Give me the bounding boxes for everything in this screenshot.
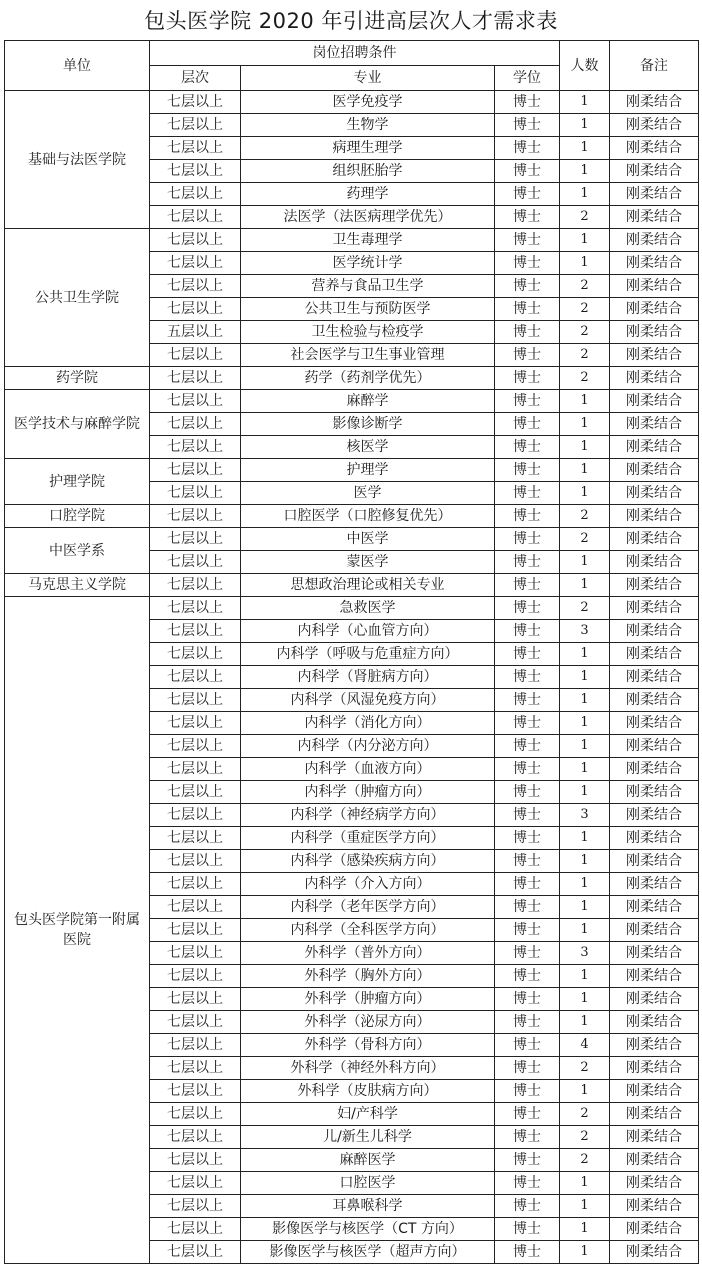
level-cell: 七层以上 [150,942,241,965]
major-cell: 内科学（肾脏病方向） [241,666,495,689]
degree-cell: 博士 [495,620,560,643]
level-cell: 七层以上 [150,137,241,160]
major-cell: 公共卫生与预防医学 [241,298,495,321]
level-cell: 七层以上 [150,160,241,183]
degree-cell: 博士 [495,206,560,229]
note-cell: 刚柔结合 [610,827,699,850]
major-cell: 卫生毒理学 [241,229,495,252]
degree-cell: 博士 [495,597,560,620]
count-cell: 1 [560,827,610,850]
major-cell: 口腔医学（口腔修复优先） [241,505,495,528]
degree-cell: 博士 [495,91,560,114]
count-cell: 2 [560,321,610,344]
level-cell: 七层以上 [150,689,241,712]
major-cell: 外科学（皮肤病方向） [241,1080,495,1103]
level-cell: 七层以上 [150,551,241,574]
major-cell: 卫生检验与检疫学 [241,321,495,344]
count-cell: 2 [560,1126,610,1149]
degree-cell: 博士 [495,942,560,965]
count-cell: 1 [560,965,610,988]
table-row [5,597,699,620]
degree-cell: 博士 [495,758,560,781]
degree-cell: 博士 [495,344,560,367]
degree-cell: 博士 [495,1195,560,1218]
note-cell: 刚柔结合 [610,643,699,666]
note-cell: 刚柔结合 [610,1057,699,1080]
degree-cell: 博士 [495,459,560,482]
level-cell: 五层以上 [150,321,241,344]
note-cell: 刚柔结合 [610,551,699,574]
note-cell: 刚柔结合 [610,344,699,367]
count-cell: 2 [560,206,610,229]
note-cell: 刚柔结合 [610,390,699,413]
note-cell: 刚柔结合 [610,873,699,896]
level-cell: 七层以上 [150,597,241,620]
table-row [5,574,699,597]
count-cell: 1 [560,183,610,206]
major-cell: 内科学（血液方向） [241,758,495,781]
count-cell: 1 [560,390,610,413]
note-cell: 刚柔结合 [610,1103,699,1126]
degree-cell: 博士 [495,643,560,666]
degree-cell: 博士 [495,574,560,597]
major-cell: 妇/产科学 [241,1103,495,1126]
note-cell: 刚柔结合 [610,781,699,804]
level-cell: 七层以上 [150,298,241,321]
count-cell: 2 [560,505,610,528]
major-cell: 组织胚胎学 [241,160,495,183]
count-cell: 1 [560,1011,610,1034]
count-cell: 1 [560,551,610,574]
count-cell: 1 [560,850,610,873]
note-cell: 刚柔结合 [610,620,699,643]
count-cell: 3 [560,942,610,965]
count-cell: 1 [560,160,610,183]
note-cell: 刚柔结合 [610,1195,699,1218]
talent-demand-table [4,40,699,1264]
header-major: 专业 [241,66,495,91]
count-cell: 3 [560,620,610,643]
major-cell: 思想政治理论或相关专业 [241,574,495,597]
note-cell: 刚柔结合 [610,988,699,1011]
level-cell: 七层以上 [150,275,241,298]
header-level: 层次 [150,66,241,91]
degree-cell: 博士 [495,160,560,183]
major-cell: 内科学（神经病学方向） [241,804,495,827]
degree-cell: 博士 [495,781,560,804]
degree-cell: 博士 [495,1011,560,1034]
header-conditions: 岗位招聘条件 [150,41,560,66]
unit-cell: 马克思主义学院 [5,574,150,597]
note-cell: 刚柔结合 [610,1241,699,1264]
level-cell: 七层以上 [150,252,241,275]
degree-cell: 博士 [495,1241,560,1264]
level-cell: 七层以上 [150,896,241,919]
major-cell: 药理学 [241,183,495,206]
count-cell: 1 [560,735,610,758]
table-row [5,229,699,252]
level-cell: 七层以上 [150,712,241,735]
count-cell: 1 [560,574,610,597]
note-cell: 刚柔结合 [610,804,699,827]
major-cell: 外科学（神经外科方向） [241,1057,495,1080]
count-cell: 3 [560,804,610,827]
level-cell: 七层以上 [150,413,241,436]
level-cell: 七层以上 [150,827,241,850]
count-cell: 1 [560,1241,610,1264]
level-cell: 七层以上 [150,459,241,482]
degree-cell: 博士 [495,298,560,321]
level-cell: 七层以上 [150,666,241,689]
count-cell: 2 [560,528,610,551]
degree-cell: 博士 [495,896,560,919]
degree-cell: 博士 [495,551,560,574]
degree-cell: 博士 [495,827,560,850]
table-row [5,505,699,528]
major-cell: 影像医学与核医学（CT 方向） [241,1218,495,1241]
note-cell: 刚柔结合 [610,183,699,206]
major-cell: 麻醉医学 [241,1149,495,1172]
count-cell: 1 [560,459,610,482]
level-cell: 七层以上 [150,1218,241,1241]
page-title: 包头医学院 2020 年引进高层次人才需求表 [144,9,558,33]
level-cell: 七层以上 [150,965,241,988]
major-cell: 内科学（内分泌方向） [241,735,495,758]
degree-cell: 博士 [495,137,560,160]
level-cell: 七层以上 [150,229,241,252]
degree-cell: 博士 [495,436,560,459]
count-cell: 1 [560,1172,610,1195]
level-cell: 七层以上 [150,1172,241,1195]
unit-cell: 医学技术与麻醉学院 [5,390,150,459]
note-cell: 刚柔结合 [610,1011,699,1034]
note-cell: 刚柔结合 [610,942,699,965]
major-cell: 内科学（呼吸与危重症方向） [241,643,495,666]
note-cell: 刚柔结合 [610,1080,699,1103]
major-cell: 影像医学与核医学（超声方向） [241,1241,495,1264]
level-cell: 七层以上 [150,1149,241,1172]
level-cell: 七层以上 [150,1241,241,1264]
note-cell: 刚柔结合 [610,505,699,528]
count-cell: 1 [560,689,610,712]
degree-cell: 博士 [495,712,560,735]
level-cell: 七层以上 [150,620,241,643]
level-cell: 七层以上 [150,1103,241,1126]
note-cell: 刚柔结合 [610,137,699,160]
note-cell: 刚柔结合 [610,850,699,873]
major-cell: 法医学（法医病理学优先） [241,206,495,229]
level-cell: 七层以上 [150,482,241,505]
level-cell: 七层以上 [150,1011,241,1034]
level-cell: 七层以上 [150,988,241,1011]
note-cell: 刚柔结合 [610,206,699,229]
major-cell: 中医学 [241,528,495,551]
count-cell: 2 [560,344,610,367]
level-cell: 七层以上 [150,344,241,367]
major-cell: 内科学（感染疾病方向） [241,850,495,873]
level-cell: 七层以上 [150,574,241,597]
count-cell: 1 [560,1080,610,1103]
count-cell: 1 [560,114,610,137]
major-cell: 外科学（泌尿方向） [241,1011,495,1034]
level-cell: 七层以上 [150,91,241,114]
count-cell: 2 [560,1103,610,1126]
major-cell: 内科学（肿瘤方向） [241,781,495,804]
degree-cell: 博士 [495,1057,560,1080]
count-cell: 1 [560,781,610,804]
major-cell: 内科学（全科医学方向） [241,919,495,942]
count-cell: 4 [560,1034,610,1057]
count-cell: 1 [560,758,610,781]
level-cell: 七层以上 [150,758,241,781]
level-cell: 七层以上 [150,528,241,551]
major-cell: 儿/新生儿科学 [241,1126,495,1149]
count-cell: 1 [560,666,610,689]
level-cell: 七层以上 [150,919,241,942]
level-cell: 七层以上 [150,390,241,413]
major-cell: 口腔医学 [241,1172,495,1195]
note-cell: 刚柔结合 [610,1034,699,1057]
note-cell: 刚柔结合 [610,574,699,597]
count-cell: 1 [560,1195,610,1218]
note-cell: 刚柔结合 [610,528,699,551]
degree-cell: 博士 [495,1080,560,1103]
note-cell: 刚柔结合 [610,229,699,252]
count-cell: 1 [560,91,610,114]
note-cell: 刚柔结合 [610,919,699,942]
table-row [5,459,699,482]
degree-cell: 博士 [495,735,560,758]
level-cell: 七层以上 [150,804,241,827]
header-count: 人数 [560,41,610,91]
degree-cell: 博士 [495,804,560,827]
note-cell: 刚柔结合 [610,459,699,482]
major-cell: 医学统计学 [241,252,495,275]
count-cell: 2 [560,1149,610,1172]
note-cell: 刚柔结合 [610,1218,699,1241]
degree-cell: 博士 [495,873,560,896]
level-cell: 七层以上 [150,1195,241,1218]
level-cell: 七层以上 [150,735,241,758]
major-cell: 护理学 [241,459,495,482]
level-cell: 七层以上 [150,206,241,229]
table-body [5,91,699,1264]
major-cell: 急救医学 [241,597,495,620]
degree-cell: 博士 [495,1218,560,1241]
count-cell: 1 [560,896,610,919]
degree-cell: 博士 [495,183,560,206]
level-cell: 七层以上 [150,1080,241,1103]
degree-cell: 博士 [495,114,560,137]
count-cell: 1 [560,643,610,666]
degree-cell: 博士 [495,1149,560,1172]
level-cell: 七层以上 [150,1034,241,1057]
major-cell: 内科学（心血管方向） [241,620,495,643]
major-cell: 外科学（胸外方向） [241,965,495,988]
major-cell: 社会医学与卫生事业管理 [241,344,495,367]
note-cell: 刚柔结合 [610,712,699,735]
table-row [5,528,699,551]
note-cell: 刚柔结合 [610,482,699,505]
note-cell: 刚柔结合 [610,735,699,758]
degree-cell: 博士 [495,229,560,252]
count-cell: 1 [560,413,610,436]
level-cell: 七层以上 [150,114,241,137]
degree-cell: 博士 [495,919,560,942]
major-cell: 内科学（介入方向） [241,873,495,896]
note-cell: 刚柔结合 [610,252,699,275]
major-cell: 影像诊断学 [241,413,495,436]
level-cell: 七层以上 [150,505,241,528]
degree-cell: 博士 [495,505,560,528]
table-row [5,91,699,114]
degree-cell: 博士 [495,1034,560,1057]
header-unit: 单位 [5,41,150,91]
header-degree: 学位 [495,66,560,91]
count-cell: 2 [560,367,610,390]
note-cell: 刚柔结合 [610,298,699,321]
note-cell: 刚柔结合 [610,597,699,620]
note-cell: 刚柔结合 [610,436,699,459]
major-cell: 麻醉学 [241,390,495,413]
note-cell: 刚柔结合 [610,1149,699,1172]
major-cell: 外科学（肿瘤方向） [241,988,495,1011]
degree-cell: 博士 [495,850,560,873]
note-cell: 刚柔结合 [610,275,699,298]
level-cell: 七层以上 [150,183,241,206]
count-cell: 2 [560,597,610,620]
count-cell: 1 [560,873,610,896]
major-cell: 营养与食品卫生学 [241,275,495,298]
level-cell: 七层以上 [150,436,241,459]
major-cell: 内科学（消化方向） [241,712,495,735]
table-row [5,390,699,413]
major-cell: 核医学 [241,436,495,459]
level-cell: 七层以上 [150,1126,241,1149]
degree-cell: 博士 [495,252,560,275]
degree-cell: 博士 [495,413,560,436]
degree-cell: 博士 [495,1103,560,1126]
degree-cell: 博士 [495,321,560,344]
note-cell: 刚柔结合 [610,91,699,114]
count-cell: 1 [560,482,610,505]
level-cell: 七层以上 [150,367,241,390]
unit-cell: 包头医学院第一附属医院 [5,597,150,1264]
major-cell: 医学 [241,482,495,505]
major-cell: 耳鼻喉科学 [241,1195,495,1218]
count-cell: 1 [560,252,610,275]
level-cell: 七层以上 [150,781,241,804]
degree-cell: 博士 [495,367,560,390]
note-cell: 刚柔结合 [610,413,699,436]
unit-cell: 中医学系 [5,528,150,574]
count-cell: 1 [560,229,610,252]
unit-cell: 护理学院 [5,459,150,505]
table-header [5,41,699,91]
unit-cell: 口腔学院 [5,505,150,528]
note-cell: 刚柔结合 [610,758,699,781]
major-cell: 内科学（重症医学方向） [241,827,495,850]
count-cell: 2 [560,1057,610,1080]
count-cell: 1 [560,712,610,735]
note-cell: 刚柔结合 [610,160,699,183]
count-cell: 2 [560,298,610,321]
degree-cell: 博士 [495,275,560,298]
note-cell: 刚柔结合 [610,965,699,988]
note-cell: 刚柔结合 [610,1172,699,1195]
count-cell: 1 [560,988,610,1011]
major-cell: 外科学（普外方向） [241,942,495,965]
major-cell: 蒙医学 [241,551,495,574]
count-cell: 1 [560,137,610,160]
count-cell: 2 [560,275,610,298]
unit-cell: 基础与法医学院 [5,91,150,229]
major-cell: 药学（药剂学优先） [241,367,495,390]
degree-cell: 博士 [495,1126,560,1149]
major-cell: 外科学（骨科方向） [241,1034,495,1057]
degree-cell: 博士 [495,965,560,988]
note-cell: 刚柔结合 [610,896,699,919]
level-cell: 七层以上 [150,643,241,666]
note-cell: 刚柔结合 [610,666,699,689]
count-cell: 1 [560,436,610,459]
major-cell: 内科学（老年医学方向） [241,896,495,919]
table-row [5,367,699,390]
major-cell: 生物学 [241,114,495,137]
note-cell: 刚柔结合 [610,1126,699,1149]
major-cell: 病理生理学 [241,137,495,160]
note-cell: 刚柔结合 [610,321,699,344]
level-cell: 七层以上 [150,873,241,896]
degree-cell: 博士 [495,988,560,1011]
level-cell: 七层以上 [150,850,241,873]
degree-cell: 博士 [495,482,560,505]
major-cell: 内科学（风湿免疫方向） [241,689,495,712]
unit-cell: 公共卫生学院 [5,229,150,367]
header-note: 备注 [610,41,699,91]
level-cell: 七层以上 [150,1057,241,1080]
degree-cell: 博士 [495,689,560,712]
degree-cell: 博士 [495,666,560,689]
note-cell: 刚柔结合 [610,689,699,712]
degree-cell: 博士 [495,390,560,413]
count-cell: 1 [560,1218,610,1241]
major-cell: 医学免疫学 [241,91,495,114]
note-cell: 刚柔结合 [610,367,699,390]
note-cell: 刚柔结合 [610,114,699,137]
count-cell: 1 [560,919,610,942]
degree-cell: 博士 [495,528,560,551]
unit-cell: 药学院 [5,367,150,390]
degree-cell: 博士 [495,1172,560,1195]
